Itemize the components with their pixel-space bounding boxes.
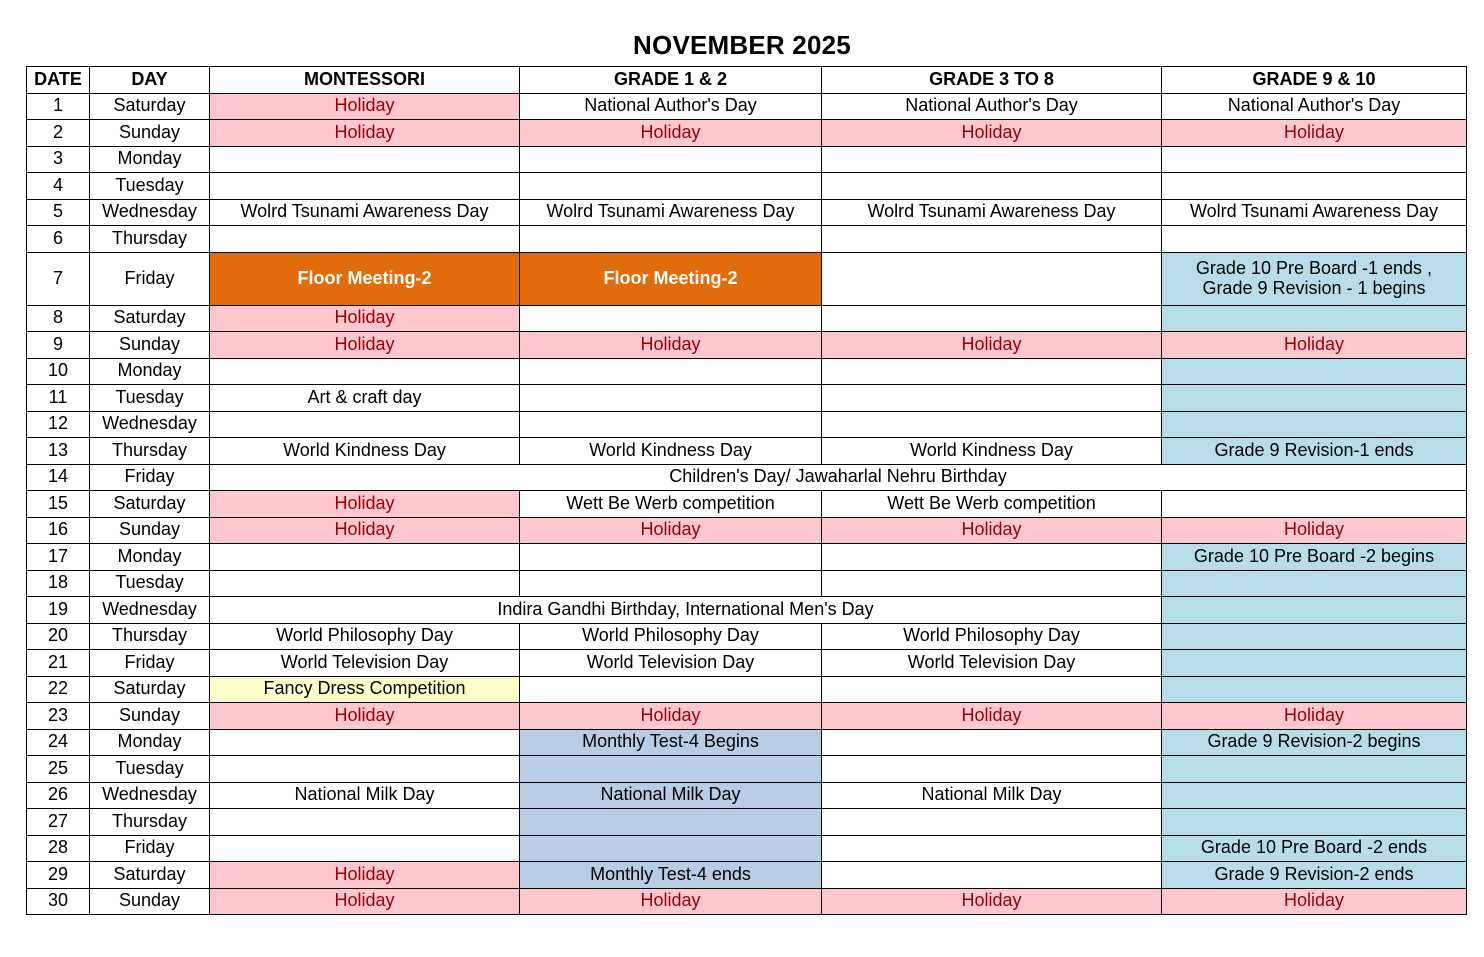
grade-9-10-cell <box>1162 358 1467 385</box>
grade-9-10-cell <box>1162 782 1467 809</box>
header-date: DATE <box>27 67 90 94</box>
grade-3-8-cell <box>822 226 1162 253</box>
montessori-cell <box>210 544 520 571</box>
header-grade-1-2: GRADE 1 & 2 <box>520 67 822 94</box>
date-cell: 26 <box>27 782 90 809</box>
grade-1-2-cell <box>520 226 822 253</box>
date-cell: 2 <box>27 120 90 147</box>
grade-9-10-cell <box>1162 305 1467 332</box>
date-cell: 9 <box>27 332 90 359</box>
montessori-cell <box>210 146 520 173</box>
day-cell: Sunday <box>90 703 210 730</box>
montessori-cell <box>210 411 520 438</box>
grade-1-2-cell: Monthly Test-4 Begins <box>520 729 822 756</box>
grade-1-2-cell <box>520 809 822 836</box>
day-cell: Friday <box>90 835 210 862</box>
date-cell: 20 <box>27 623 90 650</box>
day-cell: Friday <box>90 252 210 305</box>
grade-9-10-cell: Holiday <box>1162 517 1467 544</box>
montessori-cell <box>210 756 520 783</box>
grade-1-2-cell <box>520 358 822 385</box>
table-row <box>27 120 1467 147</box>
table-row <box>27 623 1467 650</box>
grade-9-10-cell: Holiday <box>1162 120 1467 147</box>
table-row <box>27 756 1467 783</box>
date-cell: 16 <box>27 517 90 544</box>
grade-3-8-cell: Holiday <box>822 332 1162 359</box>
grade-9-10-line: Grade 9 Revision - 1 begins <box>1202 277 1426 298</box>
date-cell: 27 <box>27 809 90 836</box>
grade-3-8-cell <box>822 570 1162 597</box>
grade-9-10-cell: National Author's Day <box>1162 93 1467 120</box>
grade-9-10-cell <box>1162 650 1467 677</box>
date-cell: 29 <box>27 862 90 889</box>
grade-9-10-cell: Grade 9 Revision-1 ends <box>1162 438 1467 465</box>
date-cell: 1 <box>27 93 90 120</box>
date-cell: 28 <box>27 835 90 862</box>
table-row <box>27 597 1467 624</box>
montessori-cell: Holiday <box>210 888 520 915</box>
day-cell: Thursday <box>90 623 210 650</box>
table-row <box>27 809 1467 836</box>
table-row <box>27 888 1467 915</box>
grade-3-8-cell <box>822 173 1162 200</box>
grade-3-8-cell <box>822 729 1162 756</box>
table-row <box>27 544 1467 571</box>
grade-1-2-cell <box>520 146 822 173</box>
date-cell: 30 <box>27 888 90 915</box>
header-row <box>27 67 1467 94</box>
header-grade-9-10: GRADE 9 & 10 <box>1162 67 1467 94</box>
grade-9-10-cell: Holiday <box>1162 888 1467 915</box>
grade-1-2-cell: Wolrd Tsunami Awareness Day <box>520 199 822 226</box>
grade-9-10-cell: Grade 10 Pre Board -2 ends <box>1162 835 1467 862</box>
calendar-table <box>26 66 1467 915</box>
grade-9-10-cell: Holiday <box>1162 703 1467 730</box>
grade-9-10-cell <box>1162 756 1467 783</box>
day-cell: Monday <box>90 729 210 756</box>
table-row <box>27 517 1467 544</box>
day-cell: Wednesday <box>90 199 210 226</box>
grade-1-2-cell <box>520 411 822 438</box>
date-cell: 4 <box>27 173 90 200</box>
table-row <box>27 146 1467 173</box>
day-cell: Sunday <box>90 120 210 147</box>
grade-9-10-cell: Wolrd Tsunami Awareness Day <box>1162 199 1467 226</box>
grade-3-8-cell <box>822 544 1162 571</box>
grade-3-8-cell <box>822 385 1162 412</box>
day-cell: Thursday <box>90 438 210 465</box>
montessori-cell: Holiday <box>210 120 520 147</box>
date-cell: 23 <box>27 703 90 730</box>
grade-3-8-cell: Holiday <box>822 517 1162 544</box>
grade-9-10-cell <box>1162 623 1467 650</box>
day-cell: Wednesday <box>90 597 210 624</box>
montessori-cell: National Milk Day <box>210 782 520 809</box>
montessori-cell <box>210 809 520 836</box>
montessori-cell <box>210 835 520 862</box>
day-cell: Saturday <box>90 93 210 120</box>
montessori-cell <box>210 173 520 200</box>
table-row <box>27 173 1467 200</box>
montessori-cell: World Philosophy Day <box>210 623 520 650</box>
day-cell: Thursday <box>90 809 210 836</box>
grade-1-2-cell: Holiday <box>520 332 822 359</box>
grade-3-8-cell <box>822 676 1162 703</box>
table-row <box>27 93 1467 120</box>
grade-1-2-cell: Holiday <box>520 517 822 544</box>
day-cell: Friday <box>90 464 210 491</box>
day-cell: Saturday <box>90 676 210 703</box>
table-row <box>27 252 1467 305</box>
montessori-cell <box>210 358 520 385</box>
grade-9-10-cell <box>1162 809 1467 836</box>
grade-9-10-cell <box>1162 146 1467 173</box>
grade-1-2-cell: Floor Meeting-2 <box>520 252 822 305</box>
table-row <box>27 676 1467 703</box>
grade-3-8-cell: Wett Be Werb competition <box>822 491 1162 518</box>
date-cell: 6 <box>27 226 90 253</box>
day-cell: Saturday <box>90 862 210 889</box>
day-cell: Saturday <box>90 305 210 332</box>
table-row <box>27 703 1467 730</box>
grade-3-8-cell <box>822 756 1162 783</box>
montessori-cell: World Television Day <box>210 650 520 677</box>
table-row <box>27 729 1467 756</box>
table-row <box>27 438 1467 465</box>
montessori-cell: Floor Meeting-2 <box>210 252 520 305</box>
table-row <box>27 650 1467 677</box>
table-row <box>27 226 1467 253</box>
date-cell: 24 <box>27 729 90 756</box>
day-cell: Monday <box>90 146 210 173</box>
grade-9-10-cell <box>1162 226 1467 253</box>
table-row <box>27 358 1467 385</box>
grade-3-8-cell: Holiday <box>822 888 1162 915</box>
grade-3-8-cell: Wolrd Tsunami Awareness Day <box>822 199 1162 226</box>
grade-3-8-cell: Holiday <box>822 703 1162 730</box>
grade-9-10-cell <box>1162 491 1467 518</box>
date-cell: 25 <box>27 756 90 783</box>
day-cell: Friday <box>90 650 210 677</box>
grade-1-2-cell: World Television Day <box>520 650 822 677</box>
grade-1-2-cell <box>520 570 822 597</box>
grade-1-2-cell: Holiday <box>520 703 822 730</box>
montessori-cell <box>210 570 520 597</box>
table-row <box>27 385 1467 412</box>
grade-1-2-cell: National Author's Day <box>520 93 822 120</box>
date-cell: 3 <box>27 146 90 173</box>
grade-3-8-cell <box>822 358 1162 385</box>
table-row <box>27 862 1467 889</box>
table-row <box>27 332 1467 359</box>
day-cell: Wednesday <box>90 782 210 809</box>
grade-9-10-cell <box>1162 597 1467 624</box>
montessori-to-grade-8-cell: Indira Gandhi Birthday, International Men's Day <box>210 597 1162 624</box>
date-cell: 14 <box>27 464 90 491</box>
montessori-cell: Holiday <box>210 491 520 518</box>
day-cell: Sunday <box>90 332 210 359</box>
day-cell: Monday <box>90 544 210 571</box>
day-cell: Sunday <box>90 888 210 915</box>
header-montessori: MONTESSORI <box>210 67 520 94</box>
montessori-cell: Wolrd Tsunami Awareness Day <box>210 199 520 226</box>
day-cell: Tuesday <box>90 570 210 597</box>
date-cell: 10 <box>27 358 90 385</box>
grade-3-8-cell: National Milk Day <box>822 782 1162 809</box>
grade-3-8-cell <box>822 411 1162 438</box>
montessori-cell: World Kindness Day <box>210 438 520 465</box>
grade-3-8-cell: World Philosophy Day <box>822 623 1162 650</box>
montessori-cell: Holiday <box>210 703 520 730</box>
grade-3-8-cell <box>822 835 1162 862</box>
grade-3-8-cell: World Kindness Day <box>822 438 1162 465</box>
table-row <box>27 199 1467 226</box>
grade-3-8-cell: National Author's Day <box>822 93 1162 120</box>
day-cell: Wednesday <box>90 411 210 438</box>
grade-9-10-line: Grade 10 Pre Board -1 ends , <box>1195 257 1433 278</box>
montessori-cell: Holiday <box>210 93 520 120</box>
table-row <box>27 411 1467 438</box>
grade-3-8-cell <box>822 146 1162 173</box>
grade-9-10-cell <box>1162 173 1467 200</box>
day-cell: Sunday <box>90 517 210 544</box>
grade-9-10-cell <box>1162 385 1467 412</box>
day-cell: Monday <box>90 358 210 385</box>
table-row <box>27 570 1467 597</box>
montessori-cell: Holiday <box>210 517 520 544</box>
date-cell: 13 <box>27 438 90 465</box>
all-grades-cell: Children's Day/ Jawaharlal Nehru Birthday <box>210 464 1467 491</box>
table-row <box>27 782 1467 809</box>
table-row <box>27 464 1467 491</box>
page-title: NOVEMBER 2025 <box>633 30 851 60</box>
grade-9-10-cell <box>1162 570 1467 597</box>
day-cell: Tuesday <box>90 756 210 783</box>
day-cell: Tuesday <box>90 385 210 412</box>
grade-1-2-cell: World Kindness Day <box>520 438 822 465</box>
grade-1-2-cell: National Milk Day <box>520 782 822 809</box>
grade-1-2-cell <box>520 305 822 332</box>
montessori-cell: Art & craft day <box>210 385 520 412</box>
grade-1-2-cell <box>520 544 822 571</box>
grade-3-8-cell <box>822 862 1162 889</box>
header-grade-3-8: GRADE 3 TO 8 <box>822 67 1162 94</box>
grade-1-2-cell <box>520 756 822 783</box>
date-cell: 19 <box>27 597 90 624</box>
table-row <box>27 305 1467 332</box>
grade-1-2-cell: Holiday <box>520 120 822 147</box>
grade-3-8-cell: Holiday <box>822 120 1162 147</box>
date-cell: 12 <box>27 411 90 438</box>
grade-3-8-cell <box>822 305 1162 332</box>
date-cell: 5 <box>27 199 90 226</box>
table-row <box>27 491 1467 518</box>
grade-9-10-cell <box>1162 411 1467 438</box>
grade-9-10-cell: Grade 9 Revision-2 begins <box>1162 729 1467 756</box>
grade-9-10-cell: Grade 10 Pre Board -2 begins <box>1162 544 1467 571</box>
grade-1-2-cell: World Philosophy Day <box>520 623 822 650</box>
day-cell: Saturday <box>90 491 210 518</box>
grade-1-2-cell <box>520 173 822 200</box>
grade-3-8-cell: World Television Day <box>822 650 1162 677</box>
date-cell: 8 <box>27 305 90 332</box>
date-cell: 21 <box>27 650 90 677</box>
table-row <box>27 835 1467 862</box>
grade-9-10-cell: Holiday <box>1162 332 1467 359</box>
montessori-cell: Holiday <box>210 305 520 332</box>
grade-9-10-cell <box>1162 252 1467 305</box>
montessori-cell <box>210 729 520 756</box>
date-cell: 7 <box>27 252 90 305</box>
montessori-cell: Holiday <box>210 332 520 359</box>
header-day: DAY <box>90 67 210 94</box>
date-cell: 15 <box>27 491 90 518</box>
montessori-cell: Holiday <box>210 862 520 889</box>
grade-1-2-cell <box>520 676 822 703</box>
date-cell: 22 <box>27 676 90 703</box>
grade-1-2-cell: Holiday <box>520 888 822 915</box>
date-cell: 11 <box>27 385 90 412</box>
date-cell: 18 <box>27 570 90 597</box>
grade-1-2-cell: Wett Be Werb competition <box>520 491 822 518</box>
montessori-cell: Fancy Dress Competition <box>210 676 520 703</box>
grade-1-2-cell <box>520 385 822 412</box>
grade-3-8-cell <box>822 809 1162 836</box>
day-cell: Thursday <box>90 226 210 253</box>
montessori-cell <box>210 226 520 253</box>
grade-1-2-cell: Monthly Test-4 ends <box>520 862 822 889</box>
date-cell: 17 <box>27 544 90 571</box>
grade-1-2-cell <box>520 835 822 862</box>
grade-3-8-cell <box>822 252 1162 305</box>
grade-9-10-cell: Grade 9 Revision-2 ends <box>1162 862 1467 889</box>
grade-9-10-cell <box>1162 676 1467 703</box>
day-cell: Tuesday <box>90 173 210 200</box>
